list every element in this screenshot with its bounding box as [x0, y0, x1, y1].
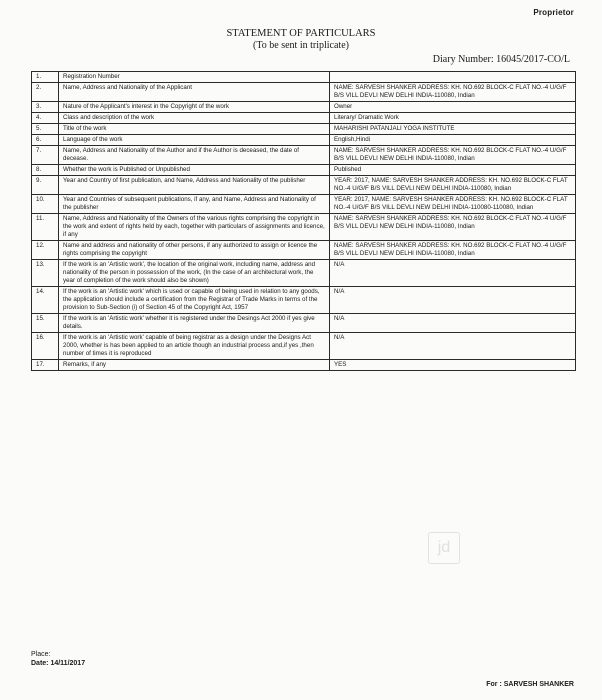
table-row — [32, 214, 576, 241]
row-label: Title of the work — [59, 124, 330, 135]
row-label: Nature of the Applicant's interest in the Copyright of the work — [59, 102, 330, 113]
row-value: NAME: SARVESH SHANKER ADDRESS: KH. NO.692 BLOCK-C FLAT NO.-4 U/G/F B/S VILL DEVLI NEW DELHI INDIA-110080, Indian — [330, 214, 576, 241]
row-number: 1. — [32, 72, 59, 83]
row-value: English,Hindi — [330, 135, 576, 146]
signature-for: For : SARVESH SHANKER — [486, 681, 574, 688]
row-label: Name and address and nationality of other persons, if any authorized to assign or licence the rights comprising the copyright — [59, 241, 330, 260]
row-label: Year and Country of first publication, and Name, Address and Nationality of the publisher — [59, 176, 330, 195]
diary-number: Diary Number: 16045/2017-CO/L — [432, 54, 570, 65]
table-row — [32, 260, 576, 287]
table-row — [32, 287, 576, 314]
row-value: Literary/ Dramatic Work — [330, 113, 576, 124]
document-subtitle: (To be sent in triplicate) — [253, 40, 349, 51]
row-value: N/A — [330, 333, 576, 360]
row-value: N/A — [330, 260, 576, 287]
row-number: 7. — [32, 146, 59, 165]
table-row — [32, 83, 576, 102]
table-row — [32, 176, 576, 195]
row-label: Name, Address and Nationality of the Author and if the Author is deceased, the date of decease. — [59, 146, 330, 165]
row-label: Language of the work — [59, 135, 330, 146]
table-row — [32, 113, 576, 124]
row-value: YES — [330, 360, 576, 371]
row-number: 2. — [32, 83, 59, 102]
row-number: 4. — [32, 113, 59, 124]
row-value: Published — [330, 165, 576, 176]
document-title: STATEMENT OF PARTICULARS — [226, 28, 376, 39]
row-label: If the work is an 'Artistic work' capable of being registrar as a design under the Designs Act 2000, whether is has been applied to an article though an industrial process and,if yes ,then number of times it is reproduced — [59, 333, 330, 360]
row-number: 17. — [32, 360, 59, 371]
row-number: 13. — [32, 260, 59, 287]
row-label: If the work is an 'Artistic work' whether it is registered under the Desings Act 2000 if yes give details. — [59, 314, 330, 333]
row-number: 15. — [32, 314, 59, 333]
table-row — [32, 135, 576, 146]
row-number: 12. — [32, 241, 59, 260]
particulars-rows — [32, 72, 576, 371]
row-number: 16. — [32, 333, 59, 360]
row-label: Whether the work is Published or Unpublished — [59, 165, 330, 176]
table-row — [32, 124, 576, 135]
row-value: YEAR: 2017, NAME: SARVESH SHANKER ADDRESS: KH. NO.692 BLOCK-C FLAT NO.-4 U/G/F B/S VILL DEVLI NEW DELHI INDIA-110080, Indian — [330, 176, 576, 195]
particulars-table — [31, 71, 576, 371]
row-label: Registration Number — [59, 72, 330, 83]
table-row — [32, 165, 576, 176]
row-label: If the work is an 'Artistic work', the location of the original work, including name, address and nationality of the person in possession of the work, (In the case of an architectural work, the year of completion of the work should also be shown) — [59, 260, 330, 287]
row-label: Class and description of the work — [59, 113, 330, 124]
table-row — [32, 333, 576, 360]
row-number: 11. — [32, 214, 59, 241]
table-row — [32, 146, 576, 165]
row-value — [330, 72, 576, 83]
row-number: 8. — [32, 165, 59, 176]
row-number: 3. — [32, 102, 59, 113]
row-value: Owner — [330, 102, 576, 113]
row-label: If the work is an 'Artistic work' which is used or capable of being used in relation to any goods, the application should include a certification from the Registrar of Trade Marks in terms of the provision to Sub-Section (i) of Section 45 of the Copyright Act, 1957 — [59, 287, 330, 314]
row-value: N/A — [330, 287, 576, 314]
place-field: Place: — [31, 651, 51, 658]
row-number: 5. — [32, 124, 59, 135]
row-value: NAME: SARVESH SHANKER ADDRESS: KH. NO.692 BLOCK-C FLAT NO.-4 U/G/F B/S VILL DEVLI NEW DELHI INDIA-110080, Indian — [330, 241, 576, 260]
row-number: 6. — [32, 135, 59, 146]
table-row — [32, 195, 576, 214]
row-number: 14. — [32, 287, 59, 314]
date-field: Date: 14/11/2017 — [31, 660, 86, 667]
row-number: 10. — [32, 195, 59, 214]
row-label: Name, Address and Nationality of the Applicant — [59, 83, 330, 102]
table-row — [32, 102, 576, 113]
table-row — [32, 360, 576, 371]
row-number: 9. — [32, 176, 59, 195]
row-label: Name, Address and Nationality of the Owners of the various rights comprising the copyright in the work and extent of rights held by each, together with particulars of assignments and licence, if any — [59, 214, 330, 241]
table-row — [32, 314, 576, 333]
row-value: MAHARISHI PATANJALI YOGA INSTITUTE — [330, 124, 576, 135]
row-value: NAME: SARVESH SHANKER ADDRESS: KH. NO.692 BLOCK-C FLAT NO.-4 U/G/F B/S VILL DEVLI NEW DELHI INDIA-110080, Indian — [330, 146, 576, 165]
row-label: Remarks, if any — [59, 360, 330, 371]
table-row — [32, 72, 576, 83]
row-value: YEAR: 2017, NAME: SARVESH SHANKER ADDRESS: KH. NO.692 BLOCK-C FLAT NO.-4 U/G/F B/S VILL DEVLI NEW DELHI INDIA-110080-110080, Indian — [330, 195, 576, 214]
proprietor-label: Proprietor — [533, 8, 574, 17]
row-value: N/A — [330, 314, 576, 333]
table-row — [32, 241, 576, 260]
row-value: NAME: SARVESH SHANKER ADDRESS: KH. NO.692 BLOCK-C FLAT NO.-4 U/G/F B/S VILL DEVLI NEW DELHI INDIA-110080, Indian — [330, 83, 576, 102]
row-label: Year and Countries of subsequent publications, if any, and Name, Address and Nationality of the publisher — [59, 195, 330, 214]
watermark-logo: jd — [428, 532, 460, 564]
